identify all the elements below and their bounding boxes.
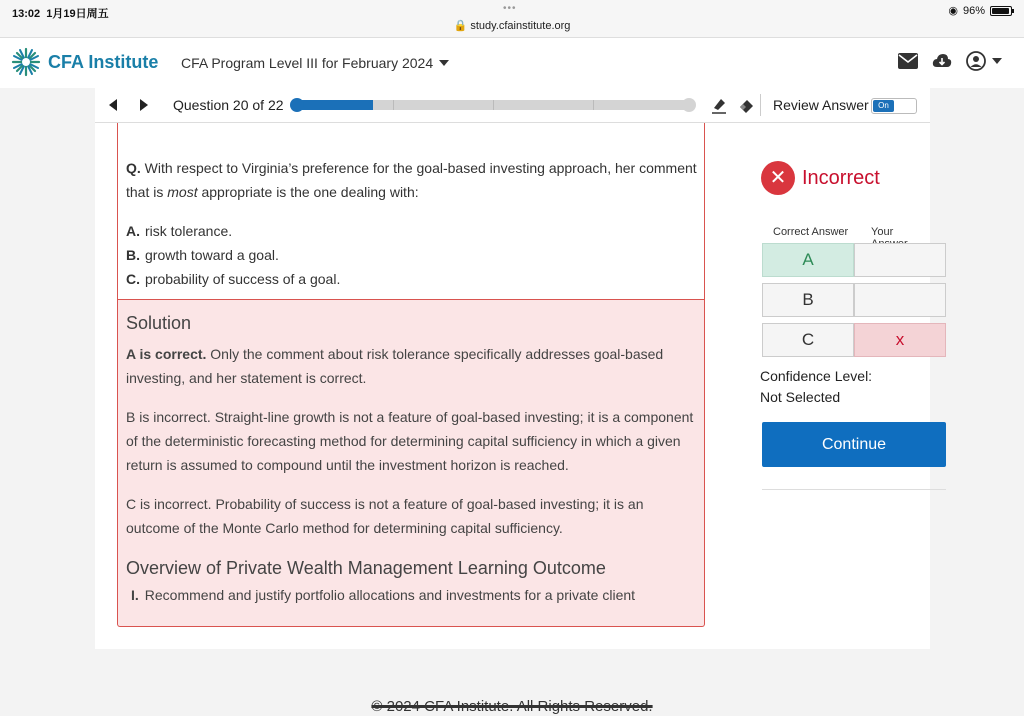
question-text: Q. With respect to Virginia’s preference for the goal-based investing approach, her comment that is most appropriate is the one dealing with: bbox=[126, 160, 697, 200]
tab-dots-icon[interactable]: ••• bbox=[503, 3, 517, 14]
user-menu[interactable] bbox=[966, 51, 1002, 71]
wifi-icon: ◉ bbox=[948, 5, 958, 17]
option-b[interactable]: B. growth toward a goal. bbox=[126, 247, 279, 263]
status-indicators bbox=[948, 4, 1012, 17]
result-label: Incorrect bbox=[802, 166, 880, 189]
progress-tick bbox=[593, 100, 594, 110]
correct-answer-header: Correct Answer bbox=[773, 226, 849, 238]
continue-button[interactable]: Continue bbox=[762, 422, 946, 467]
correct-cell-c: C bbox=[762, 323, 854, 357]
x-icon: ✕ bbox=[761, 161, 795, 195]
cloud-download-icon[interactable] bbox=[932, 53, 952, 69]
divider bbox=[762, 489, 946, 490]
result-status bbox=[761, 161, 880, 195]
option-c[interactable]: C. probability of success of a goal. bbox=[126, 271, 341, 287]
highlighter-icon[interactable] bbox=[710, 96, 728, 114]
your-cell-a bbox=[854, 243, 946, 277]
review-answer-toggle[interactable] bbox=[871, 98, 917, 114]
status-time: 13:02 1月19日周五 bbox=[12, 8, 109, 20]
question-panel bbox=[95, 123, 930, 649]
progress-start-knob bbox=[290, 98, 304, 112]
solution-paragraph-c: C is incorrect. Probability of success is not a feature of goal-based investing; it is an outcome of the Monte Carlo method for determining capital sufficiency. bbox=[126, 496, 644, 536]
question-progress-bar[interactable] bbox=[293, 100, 693, 110]
progress-tick bbox=[393, 100, 394, 110]
logo-text: CFA Institute bbox=[48, 51, 159, 72]
solution-paragraph-a: A is correct. Only the comment about risk tolerance specifically addresses goal-based investing, and her statement is correct. bbox=[126, 346, 664, 386]
learning-outcome-heading: Overview of Private Wealth Management Learning Outcome bbox=[126, 558, 606, 578]
question-counter: Question 20 of 22 bbox=[173, 97, 284, 113]
solution-heading: Solution bbox=[126, 313, 192, 333]
chevron-down-icon bbox=[439, 60, 449, 66]
toolbar-divider bbox=[760, 94, 761, 116]
review-answer-label: Review Answer bbox=[773, 97, 869, 113]
app-header bbox=[0, 38, 1024, 88]
next-question-icon[interactable] bbox=[140, 99, 148, 111]
confidence-level bbox=[760, 366, 872, 408]
user-avatar-icon bbox=[966, 51, 986, 71]
program-label: CFA Program Level III for February 2024 bbox=[181, 55, 434, 71]
cfa-globe-icon bbox=[10, 46, 42, 78]
question-toolbar bbox=[95, 88, 930, 123]
program-selector[interactable] bbox=[181, 55, 449, 71]
progress-end-knob bbox=[682, 98, 696, 112]
mail-icon[interactable] bbox=[898, 53, 918, 69]
chevron-down-icon bbox=[992, 58, 1002, 64]
solution-paragraph-b: B is incorrect. Straight-line growth is not a feature of goal-based investing; it is a component of the deterministic forecasting method for determining capital sufficiency in which a given return is assumed to compound until the investment horizon is reached. bbox=[126, 409, 694, 473]
cfa-logo[interactable] bbox=[10, 46, 158, 78]
answer-options bbox=[126, 219, 340, 291]
confidence-value: Not Selected bbox=[760, 389, 841, 405]
solution-box bbox=[117, 300, 705, 627]
battery-percent: 96% bbox=[962, 4, 985, 17]
header-actions bbox=[898, 51, 1002, 71]
progress-fill bbox=[293, 100, 373, 110]
battery-icon bbox=[990, 6, 1012, 16]
your-cell-c: x bbox=[854, 323, 946, 357]
footer-copyright: © 2024 CFA Institute. All Rights Reserved. bbox=[371, 698, 653, 715]
previous-question-icon[interactable] bbox=[109, 99, 117, 111]
option-a[interactable]: A. risk tolerance. bbox=[126, 223, 233, 239]
confidence-label: Confidence Level: bbox=[760, 368, 873, 384]
toggle-on-label: On bbox=[873, 100, 894, 112]
url-bar[interactable]: 🔒 study.cfainstitute.org bbox=[453, 20, 571, 32]
learning-outcome-item: I. Recommend and justify portfolio allocations and investments for a private client bbox=[131, 587, 636, 603]
your-answer-header: Your bbox=[871, 226, 894, 238]
correct-cell-b: B bbox=[762, 283, 854, 317]
eraser-icon[interactable] bbox=[738, 96, 756, 114]
your-cell-b bbox=[854, 283, 946, 317]
progress-tick bbox=[493, 100, 494, 110]
browser-status-bar bbox=[0, 0, 1024, 38]
correct-cell-a: A bbox=[762, 243, 854, 277]
question-box bbox=[117, 123, 705, 300]
